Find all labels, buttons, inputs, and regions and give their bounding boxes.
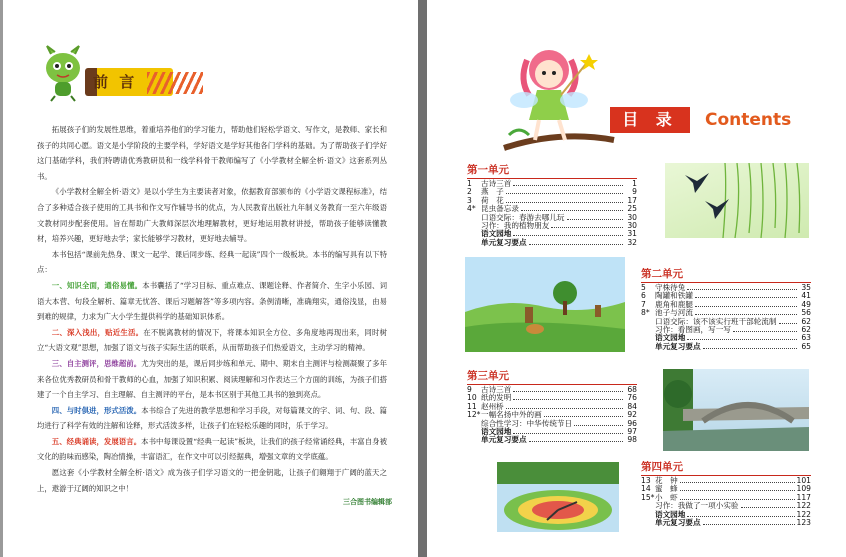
fairy-illustration	[499, 40, 619, 155]
toc-entry-page: 97	[627, 427, 637, 437]
toc-leader-dots	[513, 387, 623, 392]
toc-entry-label: 习作：看图画，写一写	[655, 325, 731, 335]
toc-entry-page: 17	[627, 195, 637, 205]
flower-clock-picture	[497, 462, 619, 532]
toc-entry-label: 荷 花	[481, 195, 504, 205]
toc-entry-page: 62	[801, 316, 811, 326]
toc-leader-dots	[741, 503, 795, 508]
preface-body	[37, 122, 387, 496]
toc-unit-3	[467, 368, 637, 445]
toc-unit-2	[641, 266, 811, 351]
toc-entry-label: 单元复习要点	[481, 237, 527, 247]
unit-title: 第三单元	[467, 368, 637, 385]
toc-entry-number: 12*	[467, 410, 481, 420]
toc-entry-page: 9	[632, 187, 637, 197]
feature-text: 尤为突出的是，课后同步练和单元、期中、期末自主测评与检测凝聚了多年来各位优秀教研员和骨干教师的心血，加强了知识积累、阅读理解和习作表达三个方面的训练，为孩子们搭建了一个自主学习、自主理解、自主测评的平台，是本书区别于其他工具书的独到亮点。	[37, 358, 387, 400]
toc-entry-label: 池子与河流	[655, 308, 693, 318]
toc-unit-4	[641, 459, 811, 527]
zhaozhou-bridge-picture	[663, 369, 809, 451]
toc-leader-dots	[506, 189, 623, 194]
toc-leader-dots	[779, 319, 798, 324]
toc-entry-page: 35	[801, 283, 811, 292]
toc-entry-label: 蜜 蜂	[655, 484, 678, 494]
mascot-icon	[37, 44, 89, 102]
toc-entry-label: 单元复习要点	[481, 435, 527, 445]
toc-leader-dots	[521, 206, 623, 211]
toc-entry-number: 15*	[641, 492, 655, 502]
feature-paragraph	[37, 325, 387, 356]
preface-paragraph: 《小学教材全解全析·语文》是以小学生为主要读者对象，依据教育部颁布的《小学语文课程标准》，结合了多种适合孩子使用的工具书和作文写作辅导书的优点，为人民教育出版社九年制义务教育一至六年级语文教材同步配套使用。旨在帮助广大教师深层次地理解教材，更好地运用教材讲授，帮助孩子能够读懂教材，培养兴趣，更好地去学；家长能够学习教材，更好地去辅导。	[37, 187, 387, 244]
toc-entry-label: 燕 子	[481, 187, 504, 197]
toc-entry-label: 纸的发明	[481, 393, 512, 403]
toc-entry-page: 1	[632, 179, 637, 188]
unit-title: 第二单元	[641, 266, 811, 283]
toc-entry-page: 31	[627, 229, 637, 239]
toc-leader-dots	[513, 395, 623, 400]
toc-entry-label: 花 钟	[655, 476, 678, 485]
decorative-stripes	[147, 72, 203, 94]
toc-leader-dots	[574, 421, 623, 426]
toc-entry-page: 123	[796, 518, 811, 528]
toc-leader-dots	[687, 335, 797, 340]
toc-entry-number: 9	[467, 385, 472, 394]
preface-paragraph: 拓展孩子们的发展性思维，着重培养他们的学习能力，帮助他们轻松学语文、写作文，是教师、家长和孩子的共同心愿。语文是小学阶段的主要学科，学好语文是学好其他各门学科的基础。为了帮助孩子们学好这门基础学科，我们特聘请优秀教研员和一线学科骨干教师编写了《小学教材全解全析·语文》这套系列丛书。	[37, 125, 387, 181]
toc-leader-dots	[695, 302, 797, 307]
toc-leader-dots	[695, 293, 797, 298]
toc-entry-number: 2	[467, 187, 472, 197]
toc-entry-page: 56	[801, 308, 811, 318]
toc-leader-dots	[544, 412, 623, 417]
toc-entry-number: 8*	[641, 308, 650, 318]
toc-leader-dots	[680, 486, 795, 491]
toc-entry-label: 单元复习要点	[655, 518, 701, 528]
toc-entry-label: 习作：我做了一项小实验	[655, 501, 739, 511]
toc-entry[interactable]	[467, 239, 637, 247]
toc-unit-1	[467, 162, 637, 247]
toc-entry-number: 11	[467, 401, 477, 411]
feature-label: 二、深入浅出，贴近生活。	[51, 327, 144, 337]
toc-entry-label: 口语交际：春游去哪儿玩	[481, 212, 565, 222]
toc-leader-dots	[529, 240, 623, 245]
toc-leader-dots	[703, 520, 795, 525]
toc-entry-page: 98	[627, 435, 637, 445]
toc-entry-page: 92	[627, 410, 637, 420]
unit-title: 第一单元	[467, 162, 637, 179]
toc-leader-dots	[695, 310, 797, 315]
toc-leader-dots	[680, 495, 795, 500]
toc-entry[interactable]	[641, 343, 811, 351]
toc-leader-dots	[687, 285, 797, 290]
toc-entry-label: 语文园地	[481, 229, 512, 239]
toc-entry-number: 6	[641, 291, 646, 301]
toc-entry-page: 122	[796, 509, 811, 519]
toc-entry-page: 49	[801, 299, 811, 309]
toc-entry-label: 赵州桥	[481, 401, 504, 411]
feature-text: 本书综合了先进的教学思想和学习手段，对每篇课文的字、词、句、段、篇均进行了科学有效的注解和诠释，形式活泼多样，让孩子们在轻松乐趣的同时，乐于学习。	[37, 405, 387, 431]
toc-leader-dots	[687, 512, 794, 517]
toc-entry-number: 4*	[467, 204, 476, 214]
toc-leader-dots	[513, 231, 623, 236]
preface-page	[3, 0, 418, 557]
toc-entry-page: 68	[627, 385, 637, 394]
toc-entry-number: 10	[467, 393, 477, 403]
toc-entry-page: 117	[796, 492, 811, 502]
feature-label: 三、自主测评，思维超前。	[51, 358, 142, 368]
toc-title-cn: 目 录	[610, 107, 690, 133]
toc-entry-label: 语文园地	[481, 427, 512, 437]
toc-entry-page: 96	[627, 418, 637, 428]
toc-entry[interactable]	[641, 519, 811, 527]
toc-entry-label: 语文园地	[655, 509, 686, 519]
toc-entry-page: 101	[796, 476, 811, 485]
toc-entry-number: 1	[467, 179, 472, 188]
toc-entry-page: 65	[801, 341, 811, 351]
preface-signature: 三合图书编辑部	[343, 498, 392, 506]
toc-leader-dots	[680, 478, 795, 483]
feature-label: 五、经典诵读，发展语言。	[51, 436, 142, 446]
preface-closing: 愿这套《小学教材全解全析·语文》成为孩子们学习语文的一把金钥匙，让孩子们翱翔于广阔的蓝天之上，遨游于辽阔的知识之中！	[37, 468, 387, 493]
toc-title-en: Contents	[705, 110, 792, 130]
toc-leader-dots	[703, 344, 797, 349]
toc-entry-label: 鹿角和鹿腿	[655, 299, 693, 309]
toc-page	[427, 0, 846, 557]
feature-paragraph	[37, 356, 387, 403]
feature-label: 四、与时俱进，形式活泼。	[51, 405, 142, 415]
toc-leader-dots	[513, 181, 623, 186]
toc-entry-label: 古诗三首	[481, 385, 512, 394]
toc-leader-dots	[551, 223, 623, 228]
toc-entry-label: 语文园地	[655, 333, 686, 343]
toc-entry-label: 古诗三首	[481, 179, 512, 188]
toc-entry-label: 一幅名扬中外的画	[481, 410, 542, 420]
feature-text: 本书中每课设置“经典一起读”板块，让我们的孩子经常诵经典，丰富自身被文化的韵味而感染，陶冶情操，丰富语汇，在作文中可以引经据典，增强文章的文学底蕴。	[37, 436, 387, 462]
toc-entry-page: 122	[796, 501, 811, 511]
toc-leader-dots	[733, 327, 797, 332]
toc-entry[interactable]	[467, 436, 637, 444]
feature-label: 一、知识全面，通俗易懂。	[51, 280, 143, 290]
preface-title: 前 言	[93, 73, 138, 91]
unit-title: 第四单元	[641, 459, 811, 476]
toc-entry-label: 小 虾	[655, 492, 678, 502]
toc-leader-dots	[513, 429, 623, 434]
feature-paragraph	[37, 434, 387, 465]
toc-entry-page: 32	[627, 237, 637, 247]
toc-entry-label: 守株待兔	[655, 283, 686, 292]
toc-entry-number: 5	[641, 283, 646, 292]
toc-entry-page: 84	[627, 401, 637, 411]
toc-entry-page: 41	[801, 291, 811, 301]
toc-entry-page: 30	[627, 212, 637, 222]
toc-entry-page: 30	[627, 221, 637, 231]
toc-leader-dots	[506, 198, 623, 203]
toc-leader-dots	[529, 437, 623, 442]
farmer-stump-picture	[465, 257, 625, 352]
toc-leader-dots	[567, 215, 623, 220]
toc-entry-label: 单元复习要点	[655, 341, 701, 351]
toc-entry-number: 14	[641, 484, 651, 494]
toc-entry-label: 习作：我的植物朋友	[481, 221, 550, 231]
toc-entry-label: 陶罐和铁罐	[655, 291, 693, 301]
swallows-willow-picture	[665, 163, 809, 238]
feature-text: 在不脱离教材的情况下，将课本知识全方位、多角度地再现出来，同时树立“大语文观”思想，加强了语文与孩子实际生活的联系，从而帮助孩子们热爱语文，主动学习的精神。	[37, 327, 387, 353]
preface-header	[37, 44, 197, 104]
feature-text: 本书囊括了“学习目标、重点难点、课题诠释、作者简介、生字小乐园、词语大本营、句段全解析、篇章无忧答、课后习题解答”等多项内容。条例清晰，准确翔实，通俗浅显，由易到难的规律，力求为广大小学生提供科学的基础知识体系。	[37, 280, 387, 322]
toc-entry-page: 25	[627, 204, 637, 214]
toc-entry-page: 76	[627, 393, 637, 403]
toc-leader-dots	[506, 404, 623, 409]
toc-entry-label: 口语交际：该不该实行班干部轮流制	[655, 316, 777, 326]
feature-paragraph	[37, 278, 387, 325]
toc-banner	[610, 107, 810, 133]
feature-paragraph	[37, 403, 387, 434]
page-spine	[418, 0, 427, 557]
toc-entry-page: 63	[801, 333, 811, 343]
preface-paragraph: 本书包括“课前先热身、课文一起学、课后同步练、经典一起读”四个一级板块。本书的编写具有以下特点：	[37, 249, 387, 275]
toc-entry-number: 7	[641, 299, 646, 309]
toc-entry-label: 昆虫备忘录	[481, 204, 519, 214]
toc-entry-page: 62	[801, 325, 811, 335]
toc-entry-number: 3	[467, 195, 472, 205]
toc-entry-number: 13	[641, 476, 651, 485]
toc-entry-label: 综合性学习：中华传统节日	[481, 418, 573, 428]
toc-entry-page: 109	[796, 484, 811, 494]
